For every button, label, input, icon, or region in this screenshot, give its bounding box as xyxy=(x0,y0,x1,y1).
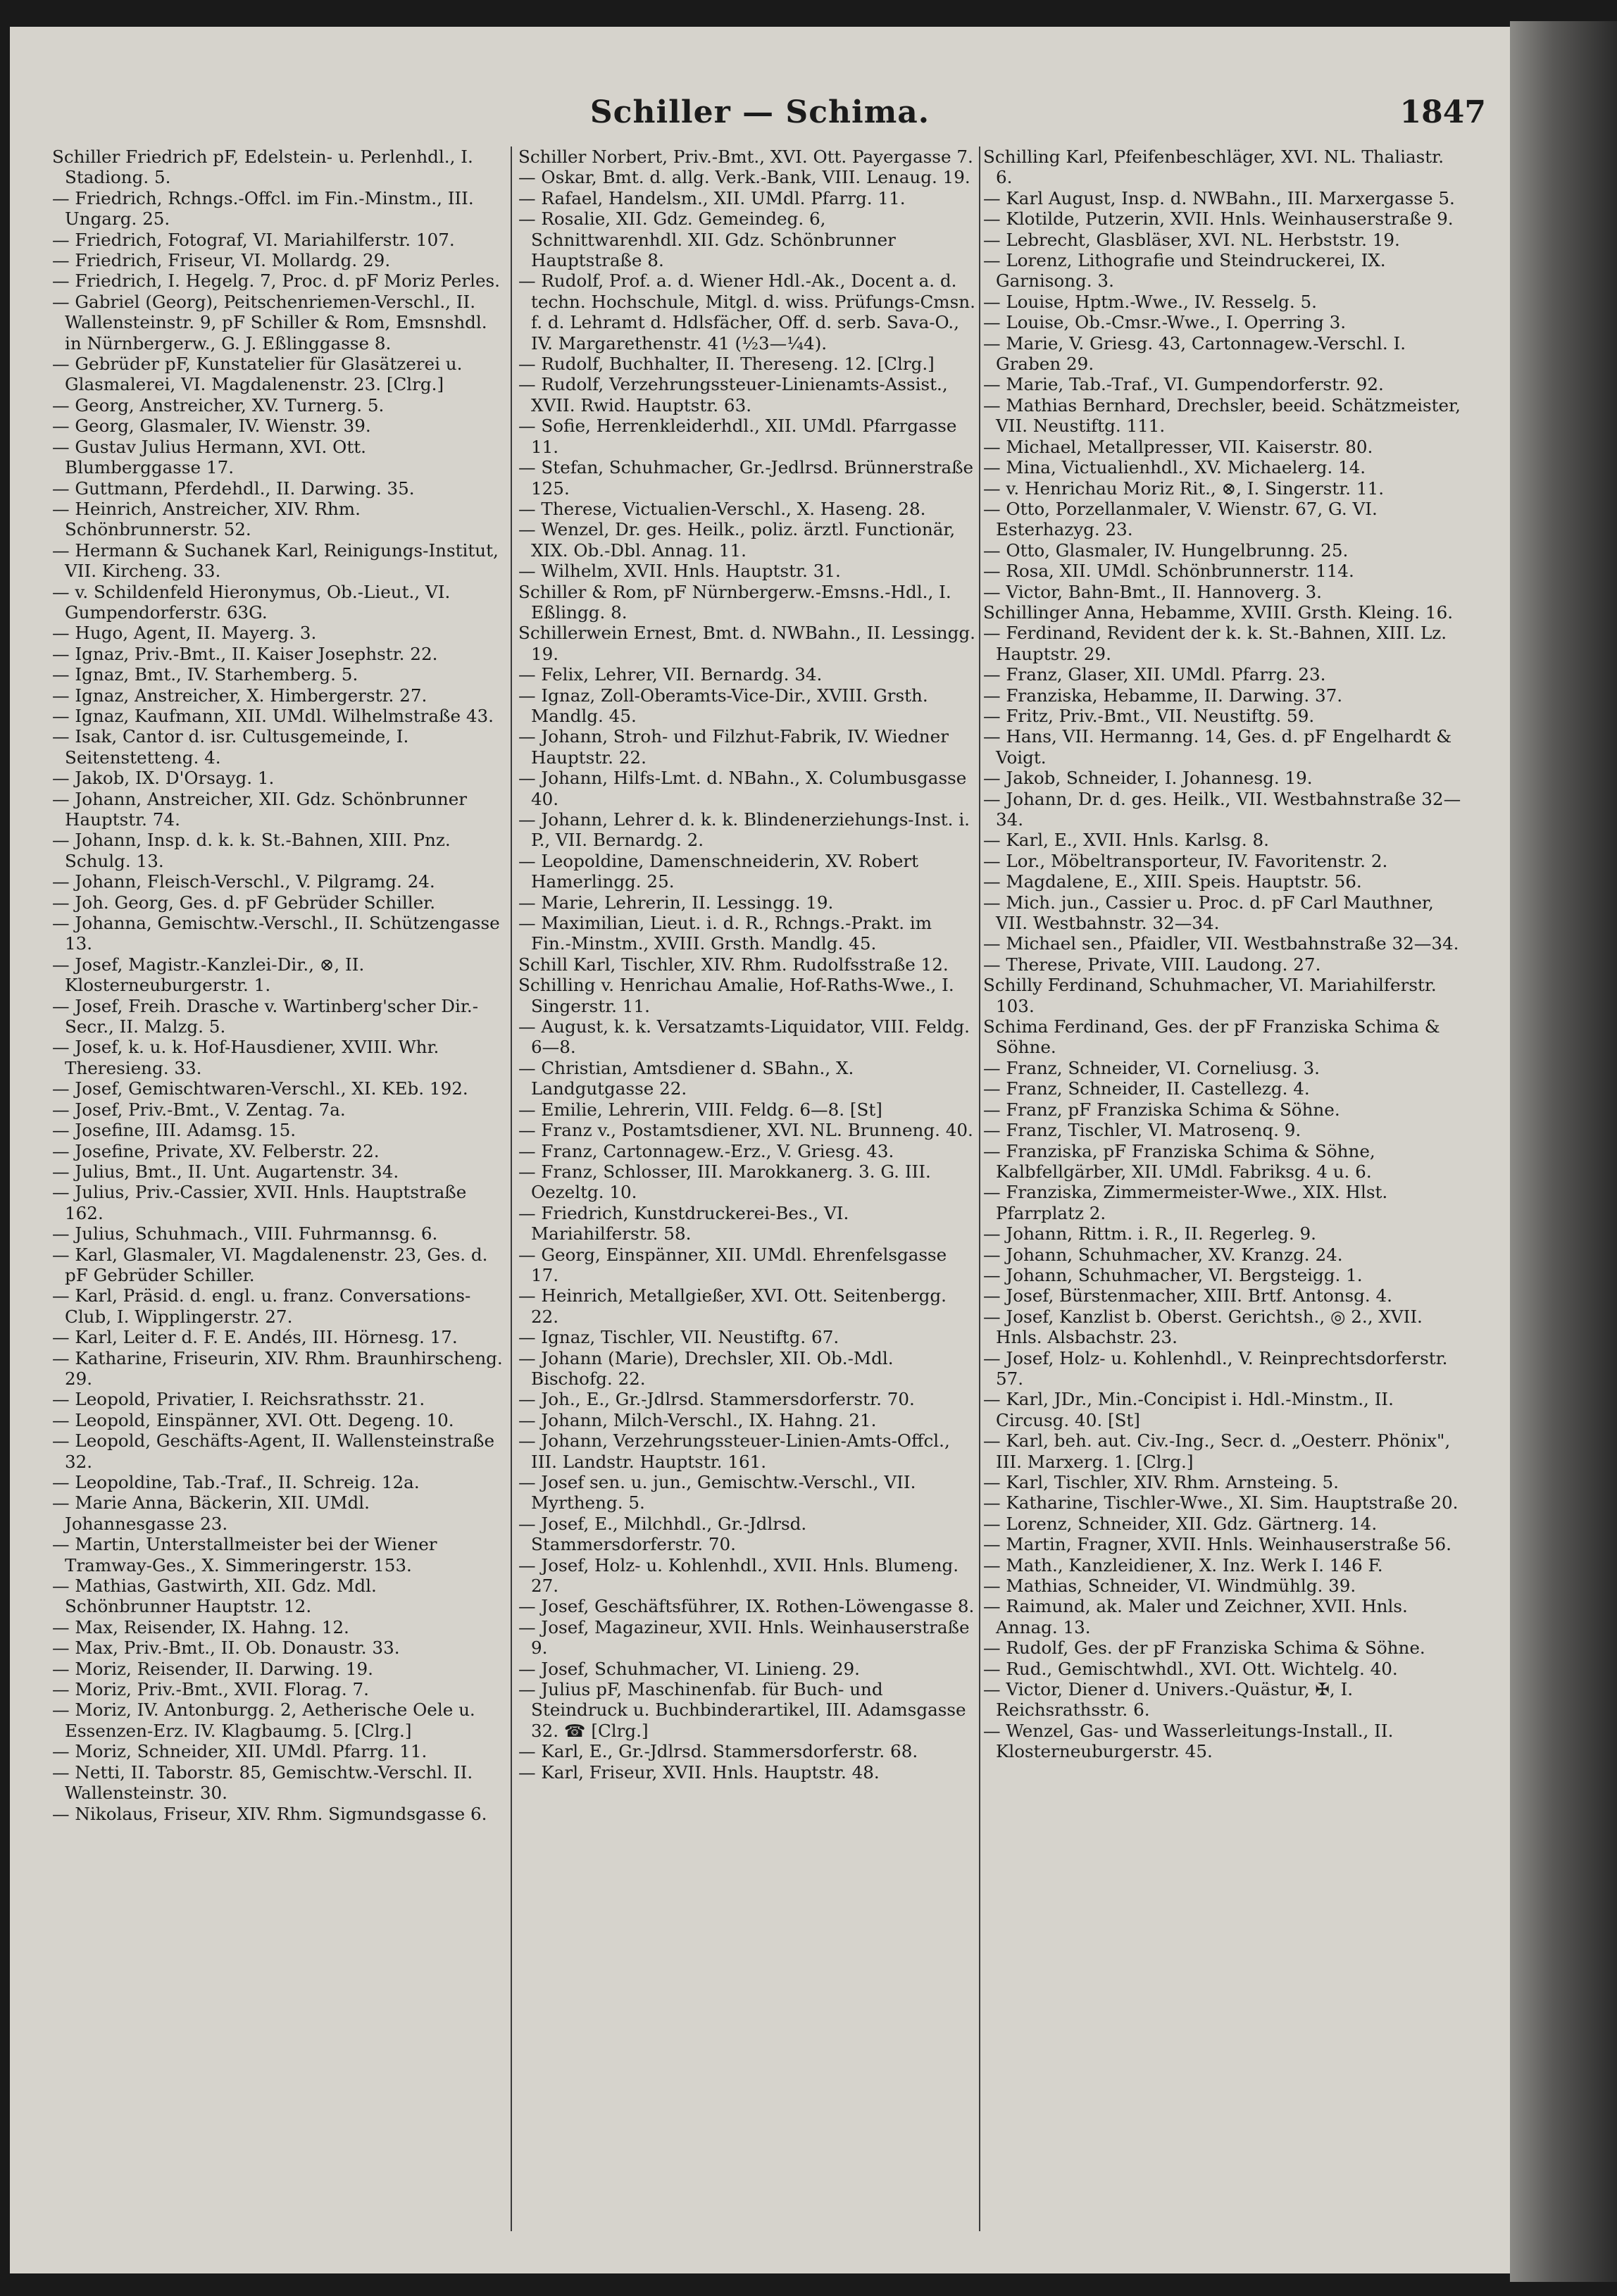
directory-entry: — Moriz, Schneider, XII. UMdl. Pfarrg. 11. xyxy=(52,1741,427,1762)
directory-entry: — Ferdinand, Revident der k. k. St.-Bahnen, XIII. Lz. Hauptstr. 29. xyxy=(983,623,1447,664)
directory-entry: — Marie, V. Griesg. 43, Cartonnagew.-Verschl. I. Graben 29. xyxy=(983,332,1406,375)
directory-entry: — Georg, Glasmaler, IV. Wienstr. 39. xyxy=(52,416,371,437)
directory-entry: — Karl, E., XVII. Hnls. Karlsg. 8. xyxy=(983,830,1269,851)
directory-entry: — Therese, Victualien-Verschl., X. Haseng. 28. xyxy=(518,498,926,519)
directory-entry: — Johann, Stroh- und Filzhut-Fabrik, IV. Wiedner Hauptstr. 22. xyxy=(518,726,949,768)
directory-entry: — Christian, Amtsdiener d. SBahn., X. Landgutgasse 22. xyxy=(518,1057,854,1099)
directory-entry: — Rudolf, Buchhalter, II. Thereseng. 12. [Clrg.] xyxy=(518,354,935,375)
directory-entry: — Maximilian, Lieut. i. d. R., Rchngs.-Prakt. im Fin.-Minstm., XVIII. Grsth. Mandlg. 45. xyxy=(518,913,932,954)
directory-entry: — Franz, Cartonnagew.-Erz., V. Griesg. 43. xyxy=(518,1140,894,1161)
directory-entry: — Friedrich, Rchngs.-Offcl. im Fin.-Minstm., III. Ungarg. 25. xyxy=(52,187,474,230)
directory-entry: — Josef, Holz- u. Kohlenhdl., XVII. Hnls. Blumeng. 27. xyxy=(518,1554,959,1597)
directory-entry: — Johann, Dr. d. ges. Heilk., VII. Westbahnstraße 32—34. xyxy=(983,788,1461,830)
directory-entry: — Karl, Tischler, XIV. Rhm. Arnsteing. 5. xyxy=(983,1472,1339,1492)
directory-entry: — Martin, Unterstallmeister bei der Wiener Tramway-Ges., X. Simmeringerstr. 153. xyxy=(52,1534,437,1576)
directory-entry: — Fritz, Priv.-Bmt., VII. Neustiftg. 59. xyxy=(983,705,1315,726)
column-right xyxy=(983,146,1462,2231)
directory-entry: — Max, Reisender, IX. Hahng. 12. xyxy=(52,1616,349,1637)
directory-entry: — Rosalie, XII. Gdz. Gemeindeg. 6, Schnittwarenhdl. XII. Gdz. Schönbrunner Hauptstraße 8. xyxy=(518,208,896,271)
directory-entry: — Josef, Priv.-Bmt., V. Zentag. 7a. xyxy=(52,1099,346,1120)
directory-entry: — Julius, Priv.-Cassier, XVII. Hnls. Hauptstraße 162. xyxy=(52,1182,467,1223)
page-number: 1847 xyxy=(1399,94,1486,130)
directory-entry: — Johann, Rittm. i. R., II. Regerleg. 9. xyxy=(983,1223,1316,1244)
directory-entry: — Katharine, Tischler-Wwe., XI. Sim. Hauptstraße 20. xyxy=(983,1492,1459,1514)
directory-entry: — Isak, Cantor d. isr. Cultusgemeinde, I. Seitenstetteng. 4. xyxy=(52,726,409,768)
directory-entry: — Stefan, Schuhmacher, Gr.-Jedlrsd. Brünnerstraße 125. xyxy=(518,457,974,499)
directory-entry: — Josef sen. u. jun., Gemischtw.-Verschl., VII. Myrtheng. 5. xyxy=(518,1472,916,1514)
directory-entry: — Oskar, Bmt. d. allg. Verk.-Bank, VIII. Lenaug. 19. xyxy=(518,167,970,188)
directory-entry: — Math., Kanzleidiener, X. Inz. Werk I. 146 F. xyxy=(983,1554,1383,1576)
directory-entry: — Karl, E., Gr.-Jdlrsd. Stammersdorferstr. 68. xyxy=(518,1741,918,1762)
directory-entry: — Katharine, Friseurin, XIV. Rhm. Braunhirscheng. 29. xyxy=(52,1347,503,1389)
directory-entry: — Michael, Metallpresser, VII. Kaiserstr. 80. xyxy=(983,436,1373,457)
directory-entry: — Ignaz, Zoll-Oberamts-Vice-Dir., XVIII. Grsth. Mandlg. 45. xyxy=(518,685,928,726)
directory-entry: — v. Henrichau Moriz Rit., ⊗, I. Singerstr. 11. xyxy=(983,478,1385,499)
directory-entry: — Ignaz, Bmt., IV. Starhemberg. 5. xyxy=(52,664,358,685)
directory-entry: — Jakob, IX. D'Orsayg. 1. xyxy=(52,768,275,789)
directory-entry: — Johann, Anstreicher, XII. Gdz. Schönbrunner Hauptstr. 74. xyxy=(52,788,468,830)
directory-entry: — Mich. jun., Cassier u. Proc. d. pF Carl Mauthner, VII. Westbahnstr. 32—34. xyxy=(983,892,1434,934)
directory-entry: — Josef, Schuhmacher, VI. Linieng. 29. xyxy=(518,1658,860,1679)
column-middle xyxy=(518,146,976,2231)
directory-entry: — Josefine, III. Adamsg. 15. xyxy=(52,1120,296,1141)
directory-entry: — Karl, JDr., Min.-Concipist i. Hdl.-Minstm., II. Circusg. 40. [St] xyxy=(983,1389,1394,1430)
directory-entry: — Karl, Glasmaler, VI. Magdalenenstr. 23, Ges. d. pF Gebrüder Schiller. xyxy=(52,1244,488,1285)
directory-entry: — Jakob, Schneider, I. Johannesg. 19. xyxy=(983,768,1313,789)
directory-entry: — Leopoldine, Tab.-Traf., II. Schreig. 12a. xyxy=(52,1472,420,1492)
directory-entry: Schiller Norbert, Priv.-Bmt., XVI. Ott. Payergasse 7. xyxy=(518,146,973,167)
column-left xyxy=(52,146,503,2231)
directory-entry: — Guttmann, Pferdehdl., II. Darwing. 35. xyxy=(52,478,415,499)
directory-entry: — Sofie, Herrenkleiderhdl., XII. UMdl. Pfarrgasse 11. xyxy=(518,416,957,457)
directory-entry: — Josef, Geschäftsführer, IX. Rothen-Löwengasse 8. xyxy=(518,1596,975,1617)
directory-entry: — Michael sen., Pfaidler, VII. Westbahnstraße 32—34. xyxy=(983,933,1459,954)
directory-entry: Schillinger Anna, Hebamme, XVIII. Grsth. Kleing. 16. xyxy=(983,601,1454,623)
directory-entry: — Moriz, Reisender, II. Darwing. 19. xyxy=(52,1658,374,1679)
directory-entry: — Johann, Milch-Verschl., IX. Hahng. 21. xyxy=(518,1409,877,1430)
directory-entry: — Johann, Schuhmacher, XV. Kranzg. 24. xyxy=(983,1244,1343,1265)
directory-entry: Schiller Friedrich pF, Edelstein- u. Perlenhdl., I. Stadiong. 5. xyxy=(52,146,473,188)
directory-entry: — Lor., Möbeltransporteur, IV. Favoritenstr. 2. xyxy=(983,850,1388,871)
directory-entry: — Franziska, Zimmermeister-Wwe., XIX. Hlst. Pfarrplatz 2. xyxy=(983,1182,1388,1223)
directory-entry: Schima Ferdinand, Ges. der pF Franziska Schima & Söhne. xyxy=(983,1016,1440,1058)
column-divider xyxy=(511,146,512,2231)
directory-entry: — Friedrich, Friseur, VI. Mollardg. 29. xyxy=(52,250,391,271)
directory-entry: — Friedrich, Fotograf, VI. Mariahilferstr. 107. xyxy=(52,229,455,250)
directory-entry: — Otto, Porzellanmaler, V. Wienstr. 67, G. VI. Esterhazyg. 23. xyxy=(983,498,1378,540)
directory-entry: — Mathias, Gastwirth, XII. Gdz. Mdl. Schönbrunner Hauptstr. 12. xyxy=(52,1576,377,1617)
directory-entry: — Friedrich, Kunstdruckerei-Bes., VI. Mariahilferstr. 58. xyxy=(518,1202,849,1244)
directory-entry: — Franz v., Postamtsdiener, XVI. NL. Brunneng. 40. xyxy=(518,1120,973,1141)
directory-entry: — Karl August, Insp. d. NWBahn., III. Marxergasse 5. xyxy=(983,187,1455,208)
directory-entry: — Friedrich, I. Hegelg. 7, Proc. d. pF Moriz Perles. xyxy=(52,270,500,292)
directory-entry: — Moriz, Priv.-Bmt., XVII. Florag. 7. xyxy=(52,1679,369,1700)
directory-entry: — Louise, Ob.-Cmsr.-Wwe., I. Operring 3. xyxy=(983,312,1347,333)
directory-entry: — Ignaz, Kaufmann, XII. UMdl. Wilhelmstraße 43. xyxy=(52,705,494,726)
directory-entry: — Julius pF, Maschinenfab. für Buch- und Steindruck u. Buchbinderartikel, III. Adamsgasse 32. ☎ [Clrg.] xyxy=(518,1679,966,1741)
directory-entry: — Otto, Glasmaler, IV. Hungelbrunng. 25. xyxy=(983,539,1349,561)
directory-entry: — Lorenz, Schneider, XII. Gdz. Gärtnerg. 14. xyxy=(983,1513,1378,1534)
directory-entry: — Josef, Magazineur, XVII. Hnls. Weinhauserstraße 9. xyxy=(518,1616,970,1659)
directory-entry: — Marie, Lehrerin, II. Lessingg. 19. xyxy=(518,892,834,913)
directory-entry: — Franziska, pF Franziska Schima & Söhne, Kalbfellgärber, XII. UMdl. Fabriksg. 4 u. 6. xyxy=(983,1140,1375,1182)
directory-entry: — Marie Anna, Bäckerin, XII. UMdl. Johannesgasse 23. xyxy=(52,1492,370,1534)
directory-entry: — Franz, Glaser, XII. UMdl. Pfarrg. 23. xyxy=(983,664,1326,685)
directory-entry: — Magdalene, E., XIII. Speis. Hauptstr. 56. xyxy=(983,871,1362,892)
directory-entry: — Gabriel (Georg), Peitschenriemen-Verschl., II. Wallensteinstr. 9, pF Schiller & Rom, Emsnshdl. in Nürnbergerw., G. J. Eßlinggasse 8. xyxy=(52,291,487,354)
directory-page xyxy=(10,27,1510,2273)
directory-entry: — Johann, Insp. d. k. k. St.-Bahnen, XIII. Pnz. Schulg. 13. xyxy=(52,830,451,871)
directory-entry: — Josef, Gemischtwaren-Verschl., XI. KEb. 192. xyxy=(52,1078,468,1099)
directory-entry: — Moriz, IV. Antonburgg. 2, Aetherische Oele u. Essenzen-Erz. IV. Klagbaumg. 5. [Clrg.] xyxy=(52,1699,475,1741)
directory-entry: — Victor, Bahn-Bmt., II. Hannoverg. 3. xyxy=(983,581,1322,602)
directory-entry: — Franziska, Hebamme, II. Darwing. 37. xyxy=(983,685,1343,706)
directory-entry: Schill Karl, Tischler, XIV. Rhm. Rudolfsstraße 12. xyxy=(518,954,949,975)
directory-entry: — Raimund, ak. Maler und Zeichner, XVII. Hnls. Annag. 13. xyxy=(983,1596,1408,1637)
directory-entry: — Josef, Magistr.-Kanzlei-Dir., ⊗, II. Klosterneuburgerstr. 1. xyxy=(52,954,365,996)
directory-entry: — Karl, Präsid. d. engl. u. franz. Conversations-Club, I. Wipplingerstr. 27. xyxy=(52,1285,471,1327)
directory-entry: — Heinrich, Anstreicher, XIV. Rhm. Schönbrunnerstr. 52. xyxy=(52,498,361,540)
column-divider xyxy=(979,146,980,2231)
directory-entry: — Louise, Hptm.-Wwe., IV. Resselg. 5. xyxy=(983,291,1317,312)
directory-entry: — Karl, Leiter d. F. E. Andés, III. Hörnesg. 17. xyxy=(52,1327,458,1348)
directory-entry: — Julius, Bmt., II. Unt. Augartenstr. 34. xyxy=(52,1161,399,1182)
directory-entry: — Johann, Lehrer d. k. k. Blindenerziehungs-Inst. i. P., VII. Bernardg. 2. xyxy=(518,809,970,851)
directory-entry: — Johann, Verzehrungssteuer-Linien-Amts-Offcl., III. Landstr. Hauptstr. 161. xyxy=(518,1430,950,1472)
directory-entry: — Franz, Tischler, VI. Matrosenq. 9. xyxy=(983,1120,1301,1141)
directory-entry: — Marie, Tab.-Traf., VI. Gumpendorferstr. 92. xyxy=(983,374,1384,395)
directory-entry: — Ignaz, Anstreicher, X. Himbergerstr. 27. xyxy=(52,685,427,706)
directory-entry: — Rudolf, Prof. a. d. Wiener Hdl.-Ak., Docent a. d. techn. Hochschule, Mitgl. d. wiss. Prüfungs-Cmsn. f. d. Lehramt d. Hdlsfächer, Off. d. serb. Sava-O., IV. Margarethenstr. 41 (½3—¼4). xyxy=(518,270,975,354)
directory-entry: — Hermann & Suchanek Karl, Reinigungs-Institut, VII. Kircheng. 33. xyxy=(52,539,499,582)
directory-entry: — Julius, Schuhmach., VIII. Fuhrmannsg. 6. xyxy=(52,1223,438,1244)
directory-entry: — Rosa, XII. UMdl. Schönbrunnerstr. 114. xyxy=(983,561,1354,582)
directory-entry: — Netti, II. Taborstr. 85, Gemischtw.-Verschl. II. Wallensteinstr. 30. xyxy=(52,1761,473,1804)
directory-entry: — Lebrecht, Glasbläser, XVI. NL. Herbststr. 19. xyxy=(983,229,1400,250)
directory-entry: — Johanna, Gemischtw.-Verschl., II. Schützengasse 13. xyxy=(52,913,500,954)
directory-entry: — Rudolf, Ges. der pF Franziska Schima & Söhne. xyxy=(983,1637,1425,1659)
directory-entry: — Karl, beh. aut. Civ.-Ing., Secr. d. „Oesterr. Phönix", III. Marxerg. 1. [Clrg.] xyxy=(983,1430,1451,1472)
directory-entry: — Martin, Fragner, XVII. Hnls. Weinhauserstraße 56. xyxy=(983,1534,1451,1555)
directory-entry: — Franz, Schneider, VI. Corneliusg. 3. xyxy=(983,1057,1320,1078)
directory-entry: — Josef, E., Milchhdl., Gr.-Jdlrsd. Stammersdorferstr. 70. xyxy=(518,1513,807,1555)
directory-entry: — Josef, Kanzlist b. Oberst. Gerichtsh., ◎ 2., XVII. Hnls. Alsbachstr. 23. xyxy=(983,1306,1423,1348)
directory-entry: — Leopoldine, Damenschneiderin, XV. Robert Hamerlingg. 25. xyxy=(518,850,919,892)
directory-entry: — Mathias Bernhard, Drechsler, beeid. Schätzmeister, VII. Neustiftg. 111. xyxy=(983,394,1461,437)
directory-entry: — Hans, VII. Hermanng. 14, Ges. d. pF Engelhardt & Voigt. xyxy=(983,726,1452,768)
directory-entry: — Emilie, Lehrerin, VIII. Feldg. 6—8. [St] xyxy=(518,1099,882,1120)
directory-entry: — Leopold, Einspänner, XVI. Ott. Degeng. 10. xyxy=(52,1409,454,1430)
directory-entry: — Gebrüder pF, Kunstatelier für Glasätzerei u. Glasmalerei, VI. Magdalenenstr. 23. [Clrg.] xyxy=(52,354,463,395)
directory-entry: — Rudolf, Verzehrungssteuer-Linienamts-Assist., XVII. Rwid. Hauptstr. 63. xyxy=(518,374,948,416)
directory-entry: — Josef, Freih. Drasche v. Wartinberg'scher Dir.-Secr., II. Malzg. 5. xyxy=(52,995,479,1037)
directory-entry: — Georg, Anstreicher, XV. Turnerg. 5. xyxy=(52,394,385,416)
directory-entry: — Franz, Schneider, II. Castellezg. 4. xyxy=(983,1078,1310,1099)
directory-entry: Schillerwein Ernest, Bmt. d. NWBahn., II. Lessingg. 19. xyxy=(518,623,975,664)
directory-entry: — Wilhelm, XVII. Hnls. Hauptstr. 31. xyxy=(518,561,841,582)
directory-entry: — Ignaz, Priv.-Bmt., II. Kaiser Josephstr. 22. xyxy=(52,643,438,664)
directory-entry: — Josef, Holz- u. Kohlenhdl., V. Reinprechtsdorferstr. 57. xyxy=(983,1347,1448,1389)
directory-entry: — Victor, Diener d. Univers.-Quästur, ✠, I. Reichsrathsstr. 6. xyxy=(983,1679,1354,1721)
directory-entry: — Josef, k. u. k. Hof-Hausdiener, XVIII. Whr. Theresieng. 33. xyxy=(52,1037,439,1078)
directory-entry: — Rafael, Handelsm., XII. UMdl. Pfarrg. 11. xyxy=(518,187,906,208)
directory-entry: — Klotilde, Putzerin, XVII. Hnls. Weinhauserstraße 9. xyxy=(983,208,1454,230)
directory-entry: Schilly Ferdinand, Schuhmacher, VI. Mariahilferstr. 103. xyxy=(983,975,1437,1016)
directory-entry: — v. Schildenfeld Hieronymus, Ob.-Lieut., VI. Gumpendorferstr. 63G. xyxy=(52,581,451,623)
directory-entry: — Wenzel, Gas- und Wasserleitungs-Install., II. Klosterneuburgerstr. 45. xyxy=(983,1720,1394,1762)
directory-entry: — Josefine, Private, XV. Felberstr. 22. xyxy=(52,1140,380,1161)
running-head: Schiller — Schima. xyxy=(589,94,930,130)
directory-entry: — Johann, Hilfs-Lmt. d. NBahn., X. Columbusgasse 40. xyxy=(518,768,967,809)
directory-entry: — Johann, Schuhmacher, VI. Bergsteigg. 1. xyxy=(983,1264,1363,1285)
directory-entry: — Felix, Lehrer, VII. Bernardg. 34. xyxy=(518,664,823,685)
directory-entry: — August, k. k. Versatzamts-Liquidator, VIII. Feldg. 6—8. xyxy=(518,1016,970,1058)
directory-entry: — Leopold, Privatier, I. Reichsrathsstr. 21. xyxy=(52,1389,425,1410)
book-spine-edge xyxy=(1510,21,1617,2282)
directory-entry: — Gustav Julius Hermann, XVI. Ott. Blumberggasse 17. xyxy=(52,436,366,478)
directory-entry: — Ignaz, Tischler, VII. Neustiftg. 67. xyxy=(518,1327,839,1348)
directory-entry: — Karl, Friseur, XVII. Hnls. Hauptstr. 48. xyxy=(518,1761,880,1783)
directory-entry: — Heinrich, Metallgießer, XVI. Ott. Seitenbergg. 22. xyxy=(518,1285,947,1327)
directory-entry: — Josef, Bürstenmacher, XIII. Brtf. Antonsg. 4. xyxy=(983,1285,1392,1306)
directory-entry: — Wenzel, Dr. ges. Heilk., poliz. ärztl. Functionär, XIX. Ob.-Dbl. Annag. 11. xyxy=(518,519,956,561)
directory-entry: — Leopold, Geschäfts-Agent, II. Wallensteinstraße 32. xyxy=(52,1430,494,1472)
directory-entry: Schiller & Rom, pF Nürnbergerw.-Emsns.-Hdl., I. Eßlingg. 8. xyxy=(518,581,951,623)
directory-entry: — Mathias, Schneider, VI. Windmühlg. 39. xyxy=(983,1576,1356,1597)
directory-entry: — Nikolaus, Friseur, XIV. Rhm. Sigmundsgasse 6. xyxy=(52,1803,487,1824)
directory-entry: Schilling v. Henrichau Amalie, Hof-Raths-Wwe., I. Singerstr. 11. xyxy=(518,975,954,1016)
directory-entry: — Franz, Schlosser, III. Marokkanerg. 3. G. III. Oezeltg. 10. xyxy=(518,1161,931,1203)
directory-entry: — Joh. Georg, Ges. d. pF Gebrüder Schiller. xyxy=(52,892,436,913)
directory-entry: Schilling Karl, Pfeifenbeschläger, XVI. NL. Thaliastr. 6. xyxy=(983,146,1444,188)
page-header xyxy=(10,94,1510,137)
directory-entry: — Georg, Einspänner, XII. UMdl. Ehrenfelsgasse 17. xyxy=(518,1244,947,1285)
directory-entry: — Mina, Victualienhdl., XV. Michaelerg. 14. xyxy=(983,457,1366,478)
directory-entry: — Therese, Private, VIII. Laudong. 27. xyxy=(983,954,1321,975)
directory-entry: — Franz, pF Franziska Schima & Söhne. xyxy=(983,1099,1340,1120)
directory-entry: — Hugo, Agent, II. Mayerg. 3. xyxy=(52,623,317,644)
directory-entry: — Johann (Marie), Drechsler, XII. Ob.-Mdl. Bischofg. 22. xyxy=(518,1347,894,1389)
directory-entry: — Joh., E., Gr.-Jdlrsd. Stammersdorferstr. 70. xyxy=(518,1389,915,1410)
directory-entry: — Johann, Fleisch-Verschl., V. Pilgramg. 24. xyxy=(52,871,435,892)
directory-entry: — Rud., Gemischtwhdl., XVI. Ott. Wichtelg. 40. xyxy=(983,1658,1398,1679)
directory-entry: — Max, Priv.-Bmt., II. Ob. Donaustr. 33. xyxy=(52,1637,400,1659)
directory-entry: — Lorenz, Lithografie und Steindruckerei, IX. Garnisong. 3. xyxy=(983,250,1386,292)
